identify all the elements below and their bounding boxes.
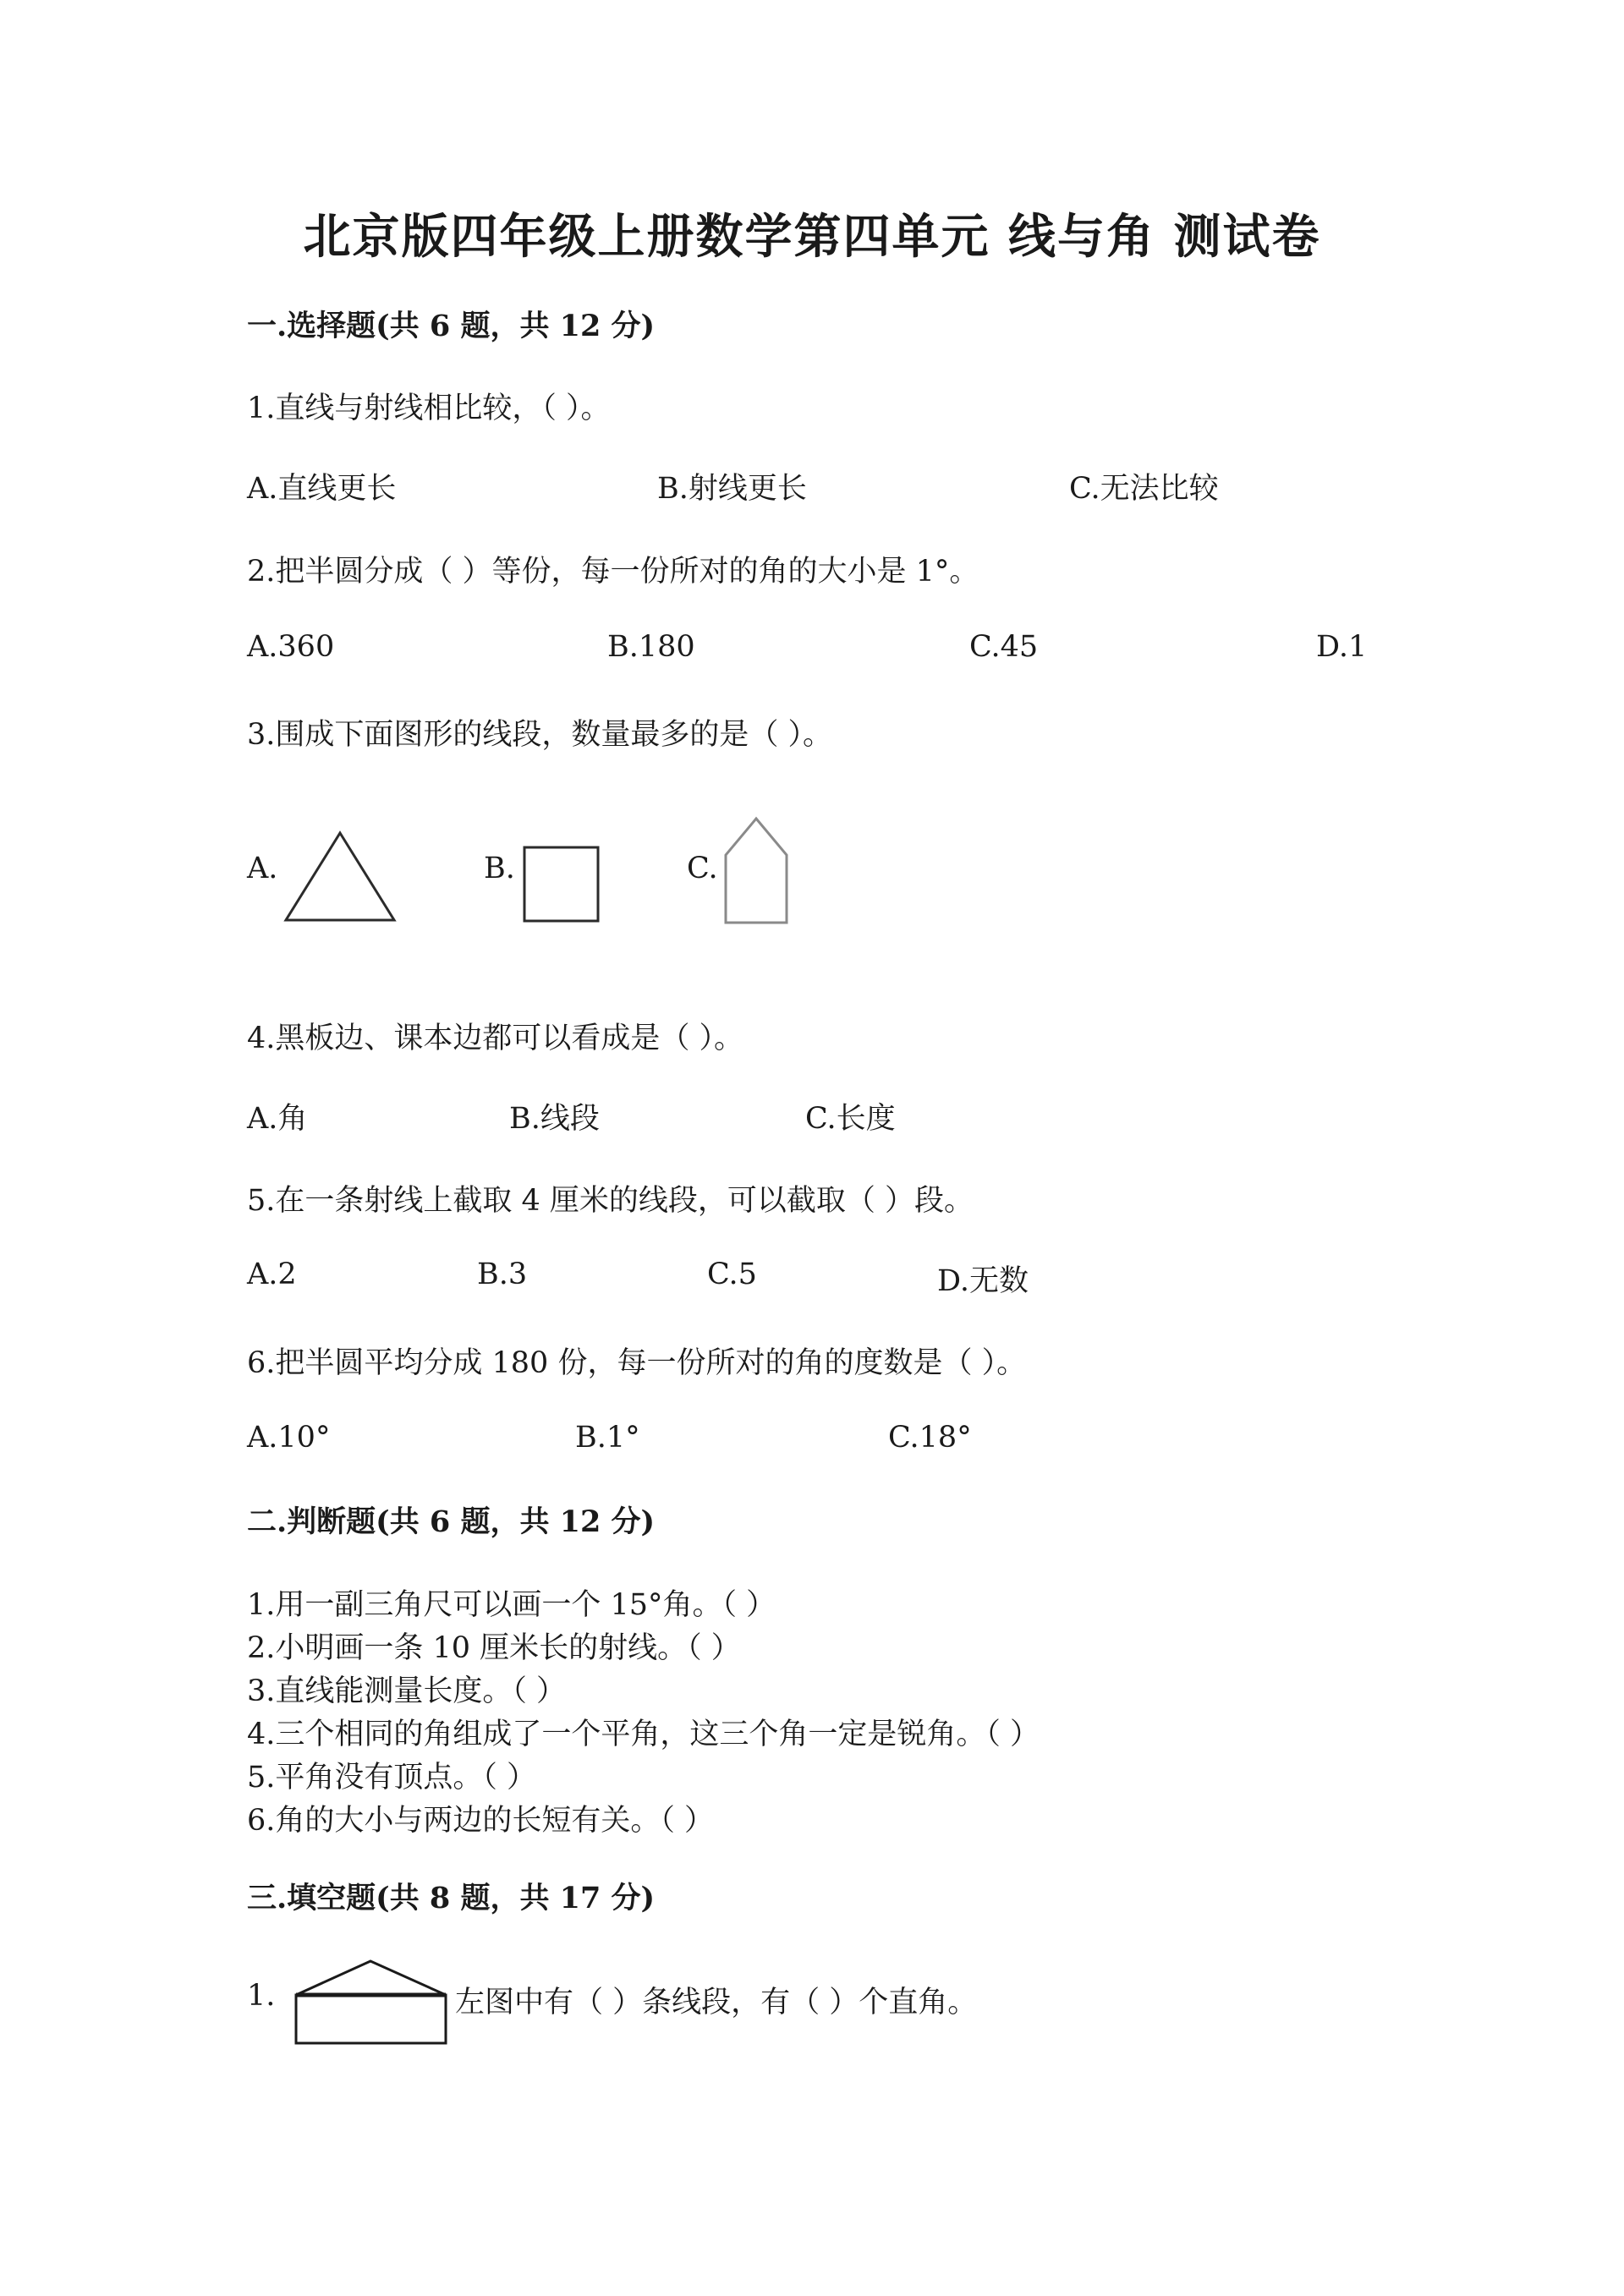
judgement-item-4: 4.三个相同的角组成了一个平角，这三个角一定是锐角。（ ） xyxy=(247,1718,1040,1751)
page-title: 北京版四年级上册数学第四单元 线与角 测试卷 xyxy=(303,209,1321,265)
question-6-option-b: B.1° xyxy=(575,1421,640,1455)
section-heading-judgement: 二.判断题(共 6 题，共 12 分) xyxy=(247,1504,656,1539)
fill-question-1-number: 1. xyxy=(247,1979,276,2013)
question-6-stem: 6.把半圆平均分成 180 份，每一份所对的角的度数是（ ）。 xyxy=(247,1346,1027,1380)
question-4-option-c: C.长度 xyxy=(805,1102,896,1136)
question-5-option-a: A.2 xyxy=(247,1258,297,1291)
judgement-item-5: 5.平角没有顶点。（ ） xyxy=(247,1761,537,1795)
section-heading-fill-blank: 三.填空题(共 8 题，共 17 分) xyxy=(247,1881,656,1915)
question-2-option-a: A.360 xyxy=(247,630,335,664)
question-5-stem: 5.在一条射线上截取 4 厘米的线段，可以截取（ ）段。 xyxy=(247,1184,974,1218)
square-figure xyxy=(523,846,601,923)
section-heading-choice: 一.选择题(共 6 题，共 12 分) xyxy=(247,309,656,343)
question-1-option-b: B.射线更长 xyxy=(657,472,807,506)
fill-question-1-text: 左图中有（ ）条线段，有（ ）个直角。 xyxy=(455,1986,978,2019)
house-outline-figure xyxy=(293,1958,449,2047)
question-6-option-a: A.10° xyxy=(247,1421,331,1455)
question-2-option-c: C.45 xyxy=(969,630,1039,664)
question-2-option-b: B.180 xyxy=(607,630,695,664)
question-5-option-d: D.无数 xyxy=(937,1264,1029,1298)
question-3-stem: 3.围成下面图形的线段，数量最多的是（ ）。 xyxy=(247,718,833,752)
question-4-stem: 4.黑板边、课本边都可以看成是（ ）。 xyxy=(247,1022,744,1055)
question-6-option-c: C.18° xyxy=(888,1421,972,1455)
question-1-option-a: A.直线更长 xyxy=(247,472,397,506)
question-3-option-c: C. xyxy=(687,852,718,885)
judgement-item-1: 1.用一副三角尺可以画一个 15°角。（ ） xyxy=(247,1588,776,1622)
question-5-option-c: C.5 xyxy=(707,1258,757,1291)
question-1-stem: 1.直线与射线相比较，（ ）。 xyxy=(247,392,611,425)
judgement-item-6: 6.角的大小与两边的长短有关。（ ） xyxy=(247,1804,715,1838)
question-3-option-a: A. xyxy=(247,852,278,885)
question-2-stem: 2.把半圆分成（ ）等份，每一份所对的角的大小是 1°。 xyxy=(247,555,979,589)
pentagon-house-figure xyxy=(722,816,790,926)
triangle-figure xyxy=(283,830,398,923)
question-4-option-b: B.线段 xyxy=(509,1102,600,1136)
question-3-option-b: B. xyxy=(484,852,515,885)
question-5-option-b: B.3 xyxy=(477,1258,528,1291)
question-2-option-d: D.1 xyxy=(1316,630,1368,664)
judgement-item-3: 3.直线能测量长度。（ ） xyxy=(247,1674,567,1708)
question-1-option-c: C.无法比较 xyxy=(1069,472,1219,506)
judgement-item-2: 2.小明画一条 10 厘米长的射线。（ ） xyxy=(247,1631,741,1665)
question-4-option-a: A.角 xyxy=(247,1102,308,1136)
